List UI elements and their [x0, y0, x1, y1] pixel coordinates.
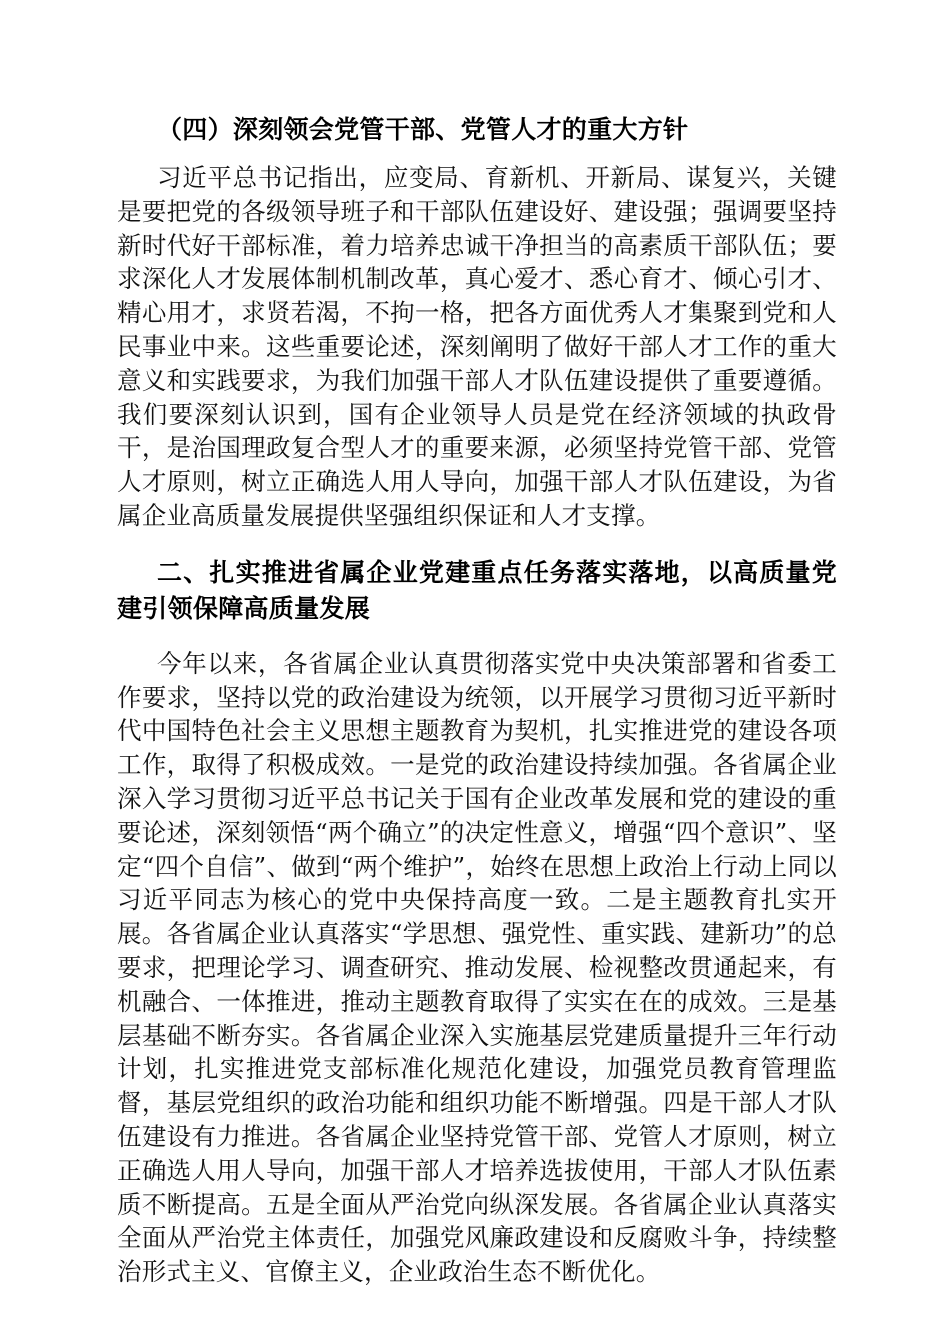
section-heading-4: （四）深刻领会党管干部、党管人才的重大方针 [157, 115, 689, 144]
spacer [117, 148, 837, 161]
spacer [117, 533, 837, 555]
body-paragraph-1: 习近平总书记指出，应变局、育新机、开新局、谋复兴，关键是要把党的各级领导班子和干部队伍建设好、建设强；强调要坚持新时代好干部标准，着力培养忠诚干净担当的高素质干部队伍；要求深化人才发展体制机制改革，真心爱才、悉心育才、倾心引才、精心用才，求贤若渴，不拘一格，把各方面优秀人才集聚到党和人民事业中来。这些重要论述，深刻阐明了做好干部人才工作的重大意义和实践要求，为我们加强干部人才队伍建设提供了重要遵循。我们要深刻认识到，国有企业领导人员是党在经济领域的执政骨干，是治国理政复合型人才的重要来源，必须坚持党管干部、党管人才原则，树立正确选人用人导向，加强干部人才队伍建设，为省属企业高质量发展提供坚强组织保证和人才支撑。 [117, 163, 837, 530]
body-paragraph-2: 今年以来，各省属企业认真贯彻落实党中央决策部署和省委工作要求，坚持以党的政治建设为统领，以开展学习贯彻习近平新时代中国特色社会主义思想主题教育为契机，扎实推进党的建设各项工作，取得了积极成效。一是党的政治建设持续加强。各省属企业深入学习贯彻习近平总书记关于国有企业改革发展和党的建设的重要论述，深刻领悟“两个确立”的决定性意义，增强“四个意识”、坚定“四个自信”、做到“两个维护”，始终在思想上政治上行动上同以习近平同志为核心的党中央保持高度一致。二是主题教育扎实开展。各省属企业认真落实“学思想、强党性、重实践、建新功”的总要求，把理论学习、调查研究、推动发展、检视整改贯通起来，有机融合、一体推进，推动主题教育取得了实实在在的成效。三是基层基础不断夯实。各省属企业深入实施基层党建质量提升三年行动计划，扎实推进党支部标准化规范化建设，加强党员教育管理监督，基层党组织的政治功能和组织功能不断增强。四是干部人才队伍建设有力推进。各省属企业坚持党管干部、党管人才原则，树立正确选人用人导向，加强干部人才培养选拔使用，干部人才队伍素质不断提高。五是全面从严治党向纵深发展。各省属企业认真落实全面从严治党主体责任，加强党风廉政建设和反腐败斗争，持续整治形式主义、官僚主义，企业政治生态不断优化。 [117, 648, 837, 1287]
document-body [117, 112, 837, 1289]
spacer [117, 627, 837, 647]
section-heading-2: 二、扎实推进省属企业党建重点任务落实落地，以高质量党建引领保障高质量发展 [117, 557, 837, 623]
